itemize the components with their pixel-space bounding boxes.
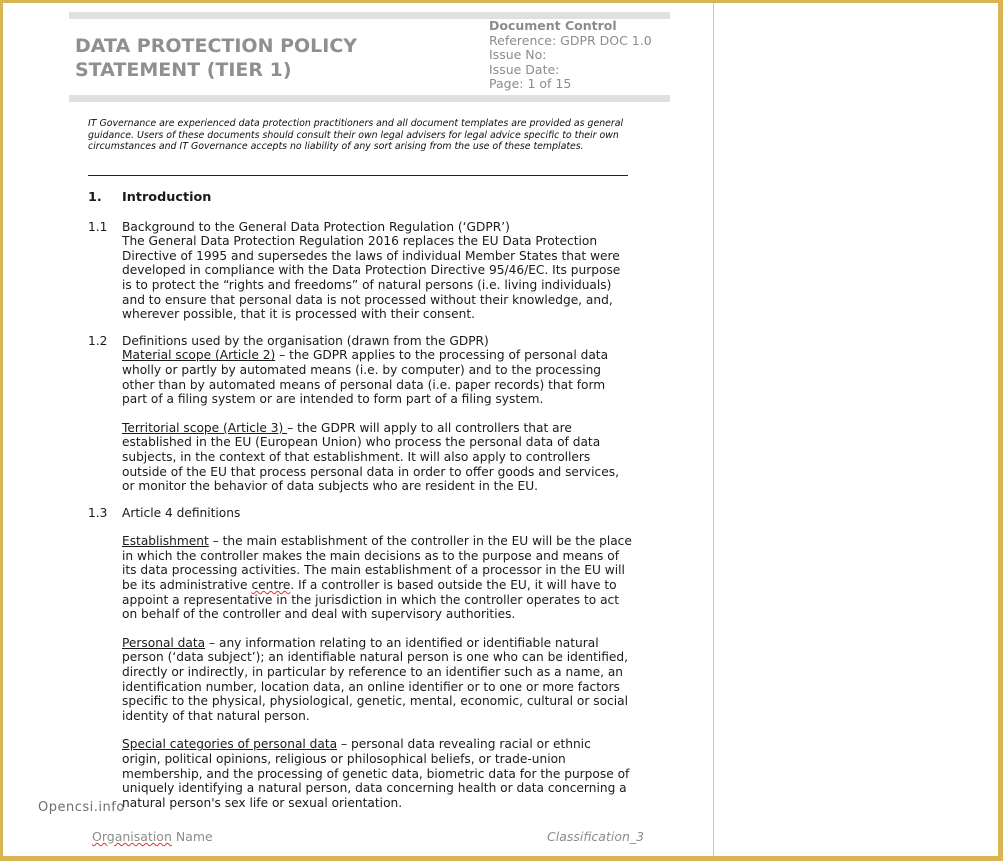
title-line-1: DATA PROTECTION POLICY [75,35,358,57]
footer-classification: Classification_3 [547,829,645,844]
footer-organisation [92,829,213,844]
disclaimer-text: IT Governance are experienced data protection practitioners and all document templates are provided as general guidance. Users of these documents should consult their own legal advisers for legal advice specific to their own circumstances and IT Governance accepts no liability of any sort arising from the use of these templates. [88,118,624,153]
paragraph-special-categories [122,737,633,810]
term-territorial-scope: Territorial scope (Article 3) [122,420,288,435]
definition-text: . If a controller is based outside the EU, it will have to appoint a representative in the jurisdiction in which the controller operates to act on behalf of the controller and deal with supervisory authorities. [122,578,620,622]
header-band-bottom [69,95,670,102]
document-title [75,34,445,82]
paragraph-personal-data [122,636,633,724]
subsection-1-2 [88,334,633,494]
definition-text: – the main establishment of the controller in the EU will be the place in which the controller makes the main decisions as to the purpose and means of its data processing activities. The main establishment of a processor in the EU will be its administrative [122,534,632,593]
paragraph: The General Data Protection Regulation 2016 replaces the EU Data Protection Directive of 1995 and supersedes the laws of individual Member States that were developed in compliance with the Data Protection Directive 95/46/EC. Its purpose is to protect the “rights and freedoms” of natural persons (i.e. living individuals) and to ensure that personal data is not processed without their knowledge, and, wherever possible, that it is processed with their consent. [122,234,621,322]
paragraph-establishment [122,534,633,622]
term-establishment: Establishment [122,534,209,549]
subsection-heading: Definitions used by the organisation (drawn from the GDPR) [122,333,489,348]
issue-no-text: Issue No: [489,47,547,62]
subsection-number: 1.3 [88,505,108,520]
definition-text: – the GDPR will apply to all controllers that are established in the EU (European Union) who process the personal data of data subjects, in the context of that establishment. It will also apply to controllers outside of the EU that process personal data in order to offer goods and services, or monitor the behavior of data subjects who are resident in the EU. [122,420,619,494]
document-body [88,191,633,810]
misspelling-highlight: centre [251,578,291,593]
document-control-label: Document Control [489,18,617,33]
subsection-heading: Article 4 definitions [122,505,241,520]
subsection-1-1 [88,220,633,322]
footer-org-rest: Name [171,829,213,844]
paragraph-territorial-scope [122,421,633,494]
issue-date-text: Issue Date: [489,61,560,77]
paragraph-material-scope [122,348,633,406]
page-edge-divider [713,3,714,856]
title-line-2: STATEMENT (TIER 1) [75,59,292,81]
term-personal-data: Personal data [122,635,206,650]
subsection-1-3 [88,506,633,811]
subsection-heading: Background to the General Data Protection Regulation (‘GDPR’) [122,219,510,234]
subsection-number: 1.1 [88,219,108,234]
horizontal-rule [88,175,628,176]
document-page [3,3,998,856]
definition-text: – the GDPR applies to the processing of personal data wholly or partly by automated means (i.e. by computer) and to the processing other than by automated means of personal data (i.e. paper records) that form part of a filing system or are intended to form part of a filing system. [122,348,609,407]
page-count-text: Page: 1 of 15 [489,76,572,91]
definition-text: – personal data revealing racial or ethnic origin, political opinions, religious or philosophical beliefs, or trade-union membership, and the processing of genetic data, biometric data for the purpose of uniquely identifying a natural person, data concerning health or data concerning a natural person's sex life or sexual orientation. [122,737,630,810]
definition-text: – any information relating to an identified or identifiable natural person (‘data subject’); an identifiable natural person is one who can be identified, directly or indirectly, in particular by reference to an identifier such as a name, an identification number, location data, an online identifier or to one or more factors specific to the physical, physiological, genetic, mental, economic, cultural or social identity of that natural person. [122,635,629,723]
term-material-scope: Material scope (Article 2) [122,348,276,363]
reference-text: Reference: GDPR DOC 1.0 [489,32,652,48]
section-heading [88,191,633,206]
term-special-categories: Special categories of personal data [122,737,338,752]
watermark-text: Opencsi.info [38,800,125,815]
section-title: Introduction [122,190,212,205]
document-control-block [489,19,669,92]
section-number: 1. [88,190,102,205]
misspelling-highlight: Organisation [92,829,172,844]
subsection-number: 1.2 [88,333,108,348]
